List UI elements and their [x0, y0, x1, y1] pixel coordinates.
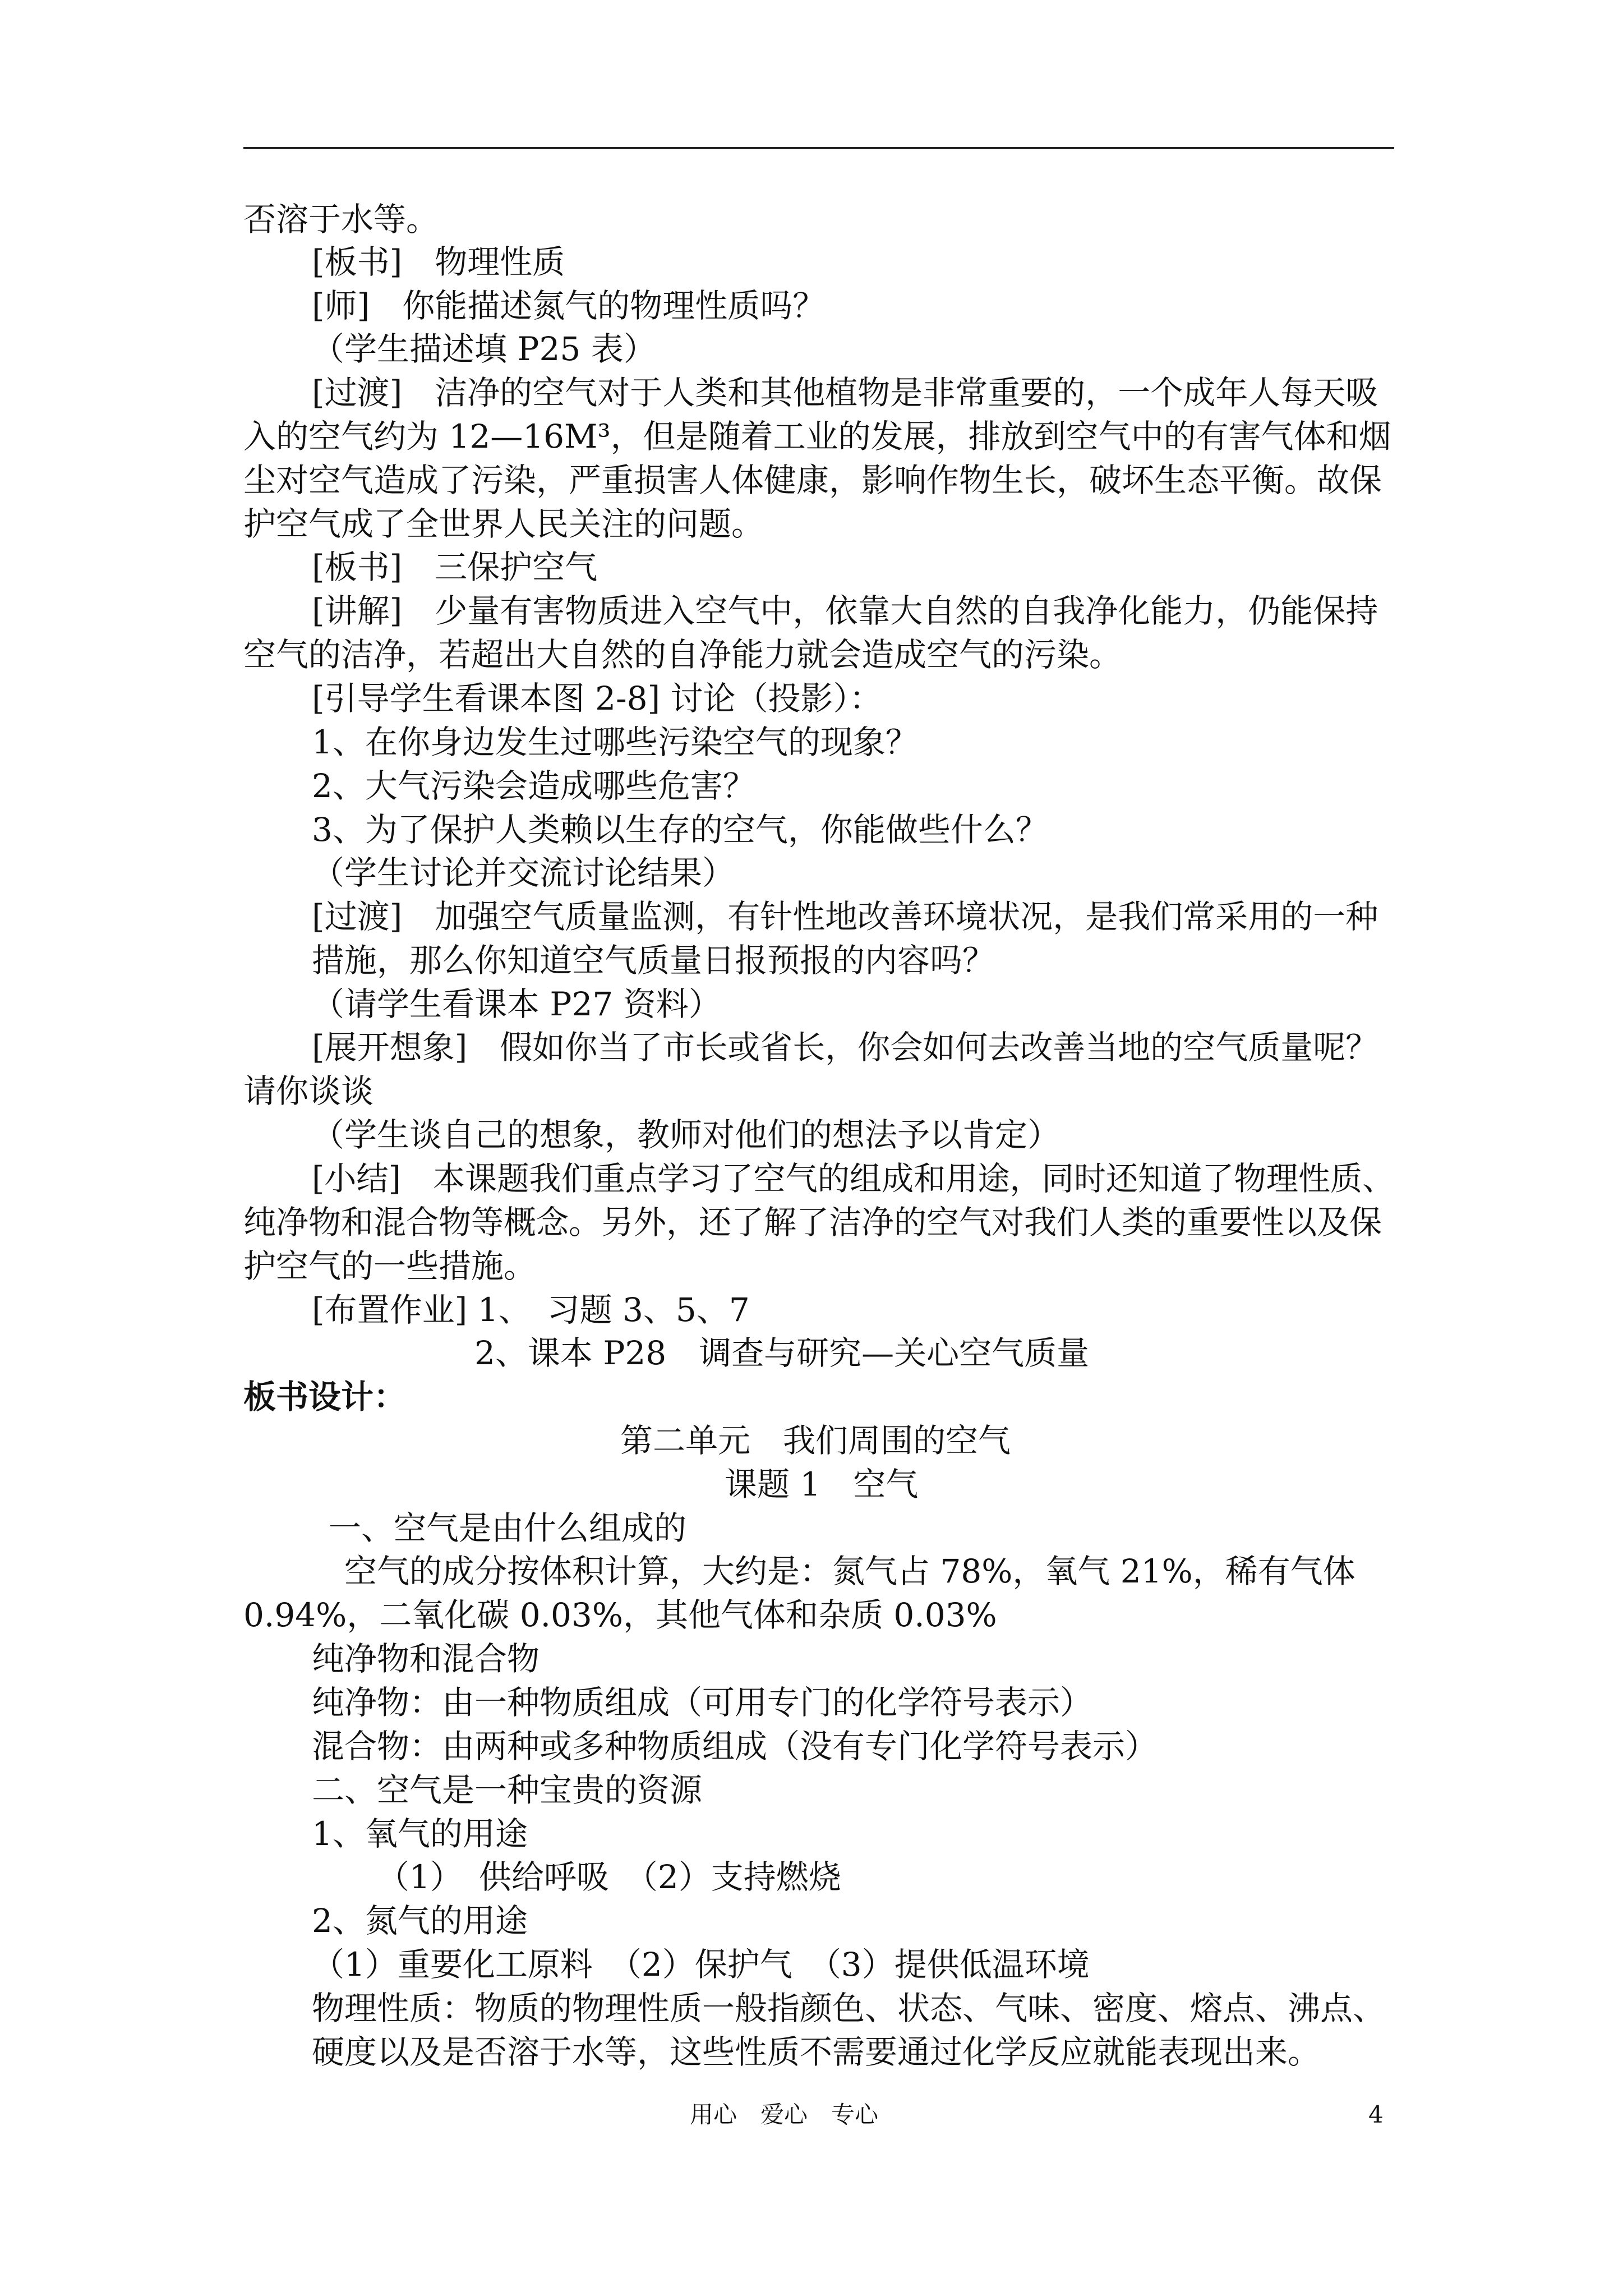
text-line: [板书] 物理性质 [312, 243, 565, 281]
footer-motto: 用心 爱心 专心 [690, 2101, 879, 2128]
text-line: [过渡] 洁净的空气对于人类和其他植物是非常重要的，一个成年人每天吸 [312, 374, 1378, 412]
text-line: [布置作业] 1、 习题 3、5、7 [312, 1291, 750, 1329]
text-line: [讲解] 少量有害物质进入空气中，依靠大自然的自我净化能力，仍能保持 [312, 592, 1378, 630]
text-line: [师] 你能描述氮气的物理性质吗？ [312, 287, 826, 325]
text-line: [引导学生看课本图 2-8] 讨论（投影）： [312, 679, 882, 717]
text-line: 护空气成了全世界人民关注的问题。 [243, 505, 764, 543]
text-line: 空气的成分按体积计算，大约是：氮气占 78%，氧气 21%，稀有气体 [344, 1552, 1355, 1590]
text-line: 3、为了保护人类赖以生存的空气，你能做些什么？ [312, 811, 1048, 849]
text-line: （1）重要化工原料 （2）保护气 （3）提供低温环境 [312, 1945, 1090, 1984]
text-line: （学生讨论并交流讨论结果） [312, 854, 735, 892]
text-line: 护空气的一些措施。 [243, 1247, 537, 1285]
text-line: 0.94%，二氧化碳 0.03%，其他气体和杂质 0.03% [243, 1596, 997, 1634]
board-subtitle: 课题 1 空气 [725, 1465, 919, 1503]
text-line: （学生谈自己的想象，教师对他们的想法予以肯定） [312, 1116, 1061, 1154]
text-line: 纯净物：由一种物质组成（可用专门的化学符号表示） [312, 1683, 1093, 1722]
text-line: [过渡] 加强空气质量监测，有针性地改善环境状况，是我们常采用的一种 [312, 898, 1378, 936]
text-line: 物理性质：物质的物理性质一般指颜色、状态、气味、密度、熔点、沸点、 [312, 1989, 1386, 2027]
text-line: 2、氮气的用途 [312, 1902, 528, 1940]
header-rule [243, 147, 1394, 149]
section-heading: 板书设计： [243, 1378, 407, 1416]
text-line: 纯净物和混合物 [312, 1640, 540, 1678]
board-title: 第二单元 我们周围的空气 [620, 1421, 1011, 1460]
text-line: [小结] 本课题我们重点学习了空气的组成和用途，同时还知道了物理性质、 [312, 1159, 1395, 1198]
text-line: 2、课本 P28 调查与研究—关心空气质量 [474, 1334, 1090, 1372]
text-line: 硬度以及是否溶于水等，这些性质不需要通过化学反应就能表现出来。 [312, 2033, 1321, 2071]
text-line: 一、空气是由什么组成的 [329, 1509, 687, 1547]
text-line: 尘对空气造成了污染，严重损害人体健康，影响作物生长，破坏生态平衡。故保 [243, 461, 1382, 499]
text-line: 2、大气污染会造成哪些危害？ [312, 767, 755, 805]
page-number: 4 [1368, 2101, 1384, 2128]
text-line: （请学生看课本 P27 资料） [312, 985, 721, 1023]
text-line: 二、空气是一种宝贵的资源 [312, 1771, 703, 1809]
text-line: 1、氧气的用途 [312, 1815, 528, 1853]
text-line: 纯净物和混合物等概念。另外，还了解了洁净的空气对我们人类的重要性以及保 [243, 1203, 1382, 1241]
text-line: 空气的洁净，若超出大自然的自净能力就会造成空气的污染。 [243, 636, 1122, 674]
text-line: 1、在你身边发生过哪些污染空气的现象？ [312, 723, 918, 761]
text-line: [展开想象] 假如你当了市长或省长，你会如何去改善当地的空气质量呢？ [312, 1028, 1378, 1066]
text-line: 否溶于水等。 [243, 200, 439, 238]
text-line: [板书] 三保护空气 [312, 548, 598, 586]
text-line: 入的空气约为 12—16M³，但是随着工业的发展，排放到空气中的有害气体和烟 [243, 417, 1391, 455]
text-line: （学生描述填 P25 表） [312, 330, 656, 368]
text-line: 请你谈谈 [243, 1072, 374, 1110]
text-line: 措施，那么你知道空气质量日报预报的内容吗？ [312, 941, 995, 979]
text-line: （1） 供给呼吸 （2）支持燃烧 [377, 1858, 841, 1896]
text-line: 混合物：由两种或多种物质组成（没有专门化学符号表示） [312, 1727, 1158, 1765]
